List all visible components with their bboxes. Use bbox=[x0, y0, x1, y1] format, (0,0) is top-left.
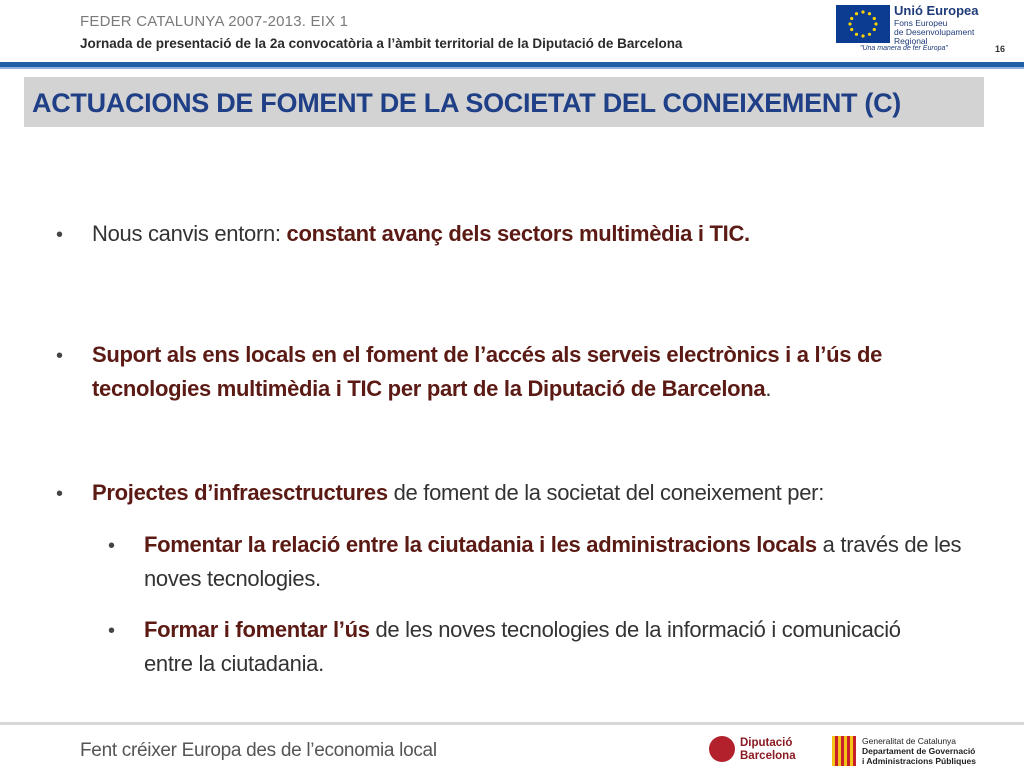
diputacio-emblem-icon bbox=[709, 736, 735, 762]
bullet-text: de foment de la societat del coneixement per: bbox=[387, 480, 825, 505]
eu-fund-line: Fons Europeu bbox=[894, 18, 948, 28]
eu-title: Unió Europea bbox=[894, 3, 979, 18]
generalitat-logo bbox=[832, 736, 1012, 768]
bullet-3 bbox=[92, 476, 972, 510]
eu-fund-name bbox=[894, 19, 974, 46]
bullet-text: Nous canvis entorn: bbox=[92, 221, 287, 246]
sub-bullet-1 bbox=[144, 528, 984, 596]
eu-logo bbox=[836, 3, 1016, 55]
generalitat-name bbox=[862, 736, 976, 766]
generalitat-line: i Administracions Públiques bbox=[862, 756, 976, 766]
sub-bullet-2 bbox=[144, 613, 904, 681]
page-number: 16 bbox=[995, 44, 1006, 54]
generalitat-line: Generalitat de Catalunya bbox=[862, 736, 957, 746]
bullet-text: de les noves tecnologies de la informació i comunicació entre la ciutadania. bbox=[144, 617, 901, 676]
eu-flag-icon bbox=[836, 5, 890, 43]
generalitat-line: Departament de Governació bbox=[862, 746, 976, 756]
diputacio-logo bbox=[706, 732, 816, 768]
bullet-bold-text: constant avanç dels sectors multimèdia i TIC. bbox=[286, 221, 750, 246]
sub-bullet-marker: • bbox=[108, 620, 116, 642]
bullet-marker: • bbox=[56, 345, 64, 367]
slide-title: ACTUACIONS DE FOMENT DE LA SOCIETAT DEL CONEIXEMENT (C) bbox=[32, 88, 902, 118]
diputacio-line: Diputació bbox=[740, 737, 793, 749]
bullet-marker: • bbox=[56, 483, 64, 505]
bullet-bold-text: Fomentar la relació entre la ciutadania i les administracions locals bbox=[144, 532, 817, 557]
eu-fund-line: de Desenvolupament bbox=[894, 27, 975, 37]
diputacio-line: Barcelona bbox=[740, 750, 796, 762]
footer-slogan: Fent créixer Europa des de l’economia local bbox=[80, 740, 437, 761]
bullet-bold-text: Projectes d’infraesctructures bbox=[92, 480, 388, 505]
senyera-flag-icon bbox=[832, 736, 856, 766]
bullet-text: . bbox=[765, 376, 772, 401]
diputacio-name bbox=[740, 737, 796, 763]
footer-rule bbox=[0, 722, 1024, 725]
bullet-bold-text: Formar i fomentar l’ús bbox=[144, 617, 370, 642]
eu-fund-line: Regional bbox=[894, 36, 928, 46]
sub-bullet-marker: • bbox=[108, 535, 116, 557]
bullet-bold-text: Suport als ens locals en el foment de l’accés als serveis electrònics i a l’ús de tecnologies multimèdia i TIC per part de la Diputació de Barcelona bbox=[92, 342, 883, 401]
header-rule-light bbox=[0, 67, 1024, 69]
bullet-1 bbox=[92, 217, 972, 251]
eu-tagline: "Una manera de fer Europa" bbox=[860, 45, 948, 52]
bullet-2 bbox=[92, 338, 972, 406]
bullet-text: a través de les noves tecnologies. bbox=[144, 532, 962, 591]
event-title: Jornada de presentació de la 2a convocatòria a l’àmbit territorial de la Diputació de Barcelona bbox=[80, 36, 683, 51]
bullet-marker: • bbox=[56, 224, 64, 246]
program-title: FEDER CATALUNYA 2007-2013. EIX 1 bbox=[80, 13, 349, 30]
